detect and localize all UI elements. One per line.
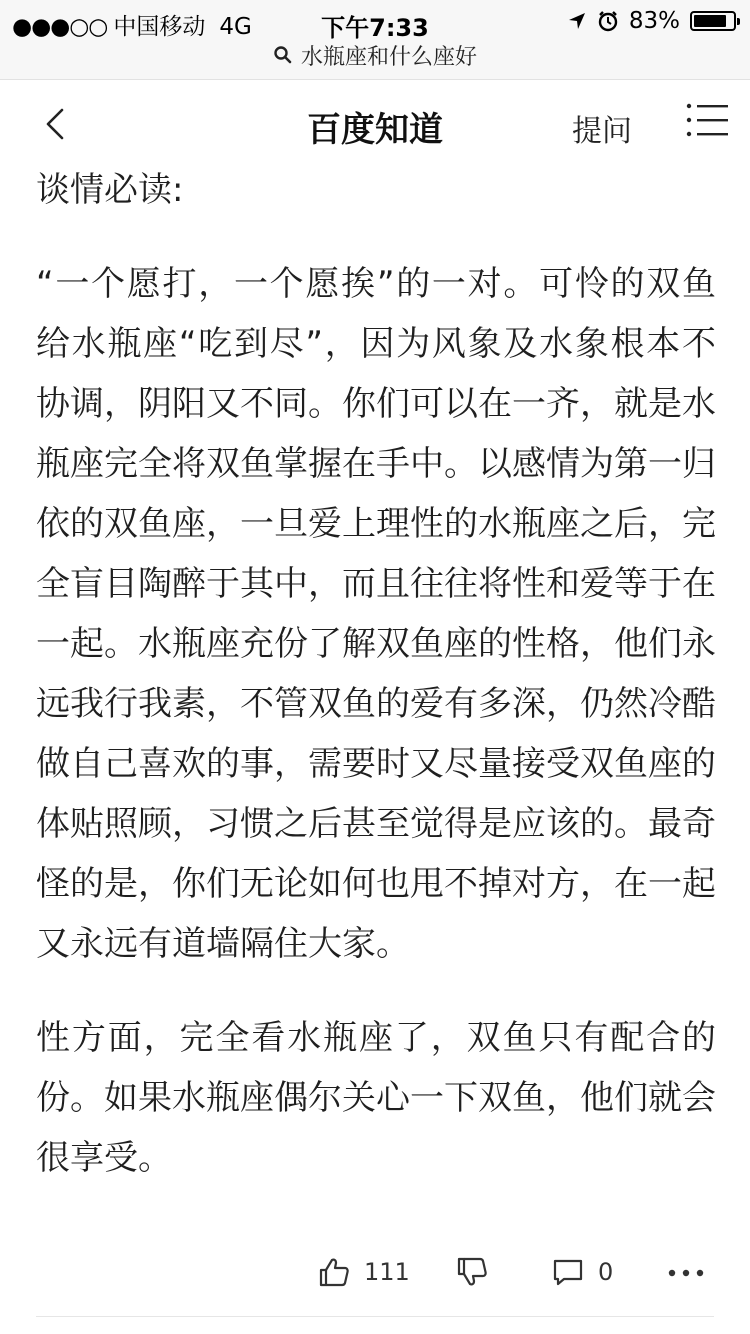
like-button[interactable] (318, 1256, 410, 1288)
clock: 下午7:33 (321, 14, 429, 42)
status-bar (0, 0, 750, 80)
status-row (0, 8, 750, 42)
comment-count: 0 (598, 1258, 614, 1286)
menu-list-icon (686, 102, 730, 138)
carrier-name: 中国移动 (113, 14, 206, 40)
navbar (0, 82, 750, 164)
like-count: 111 (364, 1258, 410, 1286)
alarm-clock-icon (597, 10, 619, 32)
battery-percent: 83% (628, 8, 680, 34)
answer-content (36, 160, 716, 1188)
comment-button[interactable] (552, 1256, 613, 1288)
ask-question-button[interactable]: 提问 (572, 114, 632, 149)
address-query: 水瓶座和什么座好 (300, 44, 477, 70)
more-dots-icon (668, 1268, 704, 1278)
network-type: 4G (219, 14, 252, 40)
answer-actions (0, 1248, 750, 1308)
menu-button[interactable] (686, 102, 730, 138)
answer-paragraph-2: 性方面，完全看水瓶座了，双鱼只有配合的份。如果水瓶座偶尔关心一下双鱼，他们就会很享受。 (36, 1018, 716, 1178)
thumbs-down-icon (456, 1256, 488, 1288)
status-icons (567, 8, 736, 34)
more-options-button[interactable] (668, 1268, 704, 1278)
signal-strength: ●●●○○ (12, 14, 108, 40)
battery-icon (690, 11, 736, 31)
comment-bubble-icon (552, 1256, 584, 1288)
thumbs-up-icon (318, 1256, 350, 1288)
location-arrow-icon (567, 11, 587, 31)
page-title: 百度知道 (307, 110, 443, 150)
answer-paragraph-1: “一个愿打，一个愿挨”的一对。可怜的双鱼给水瓶座“吃到尽”，因为风象及水象根本不协调，阴阳又不同。你们可以在一齐，就是水瓶座完全将双鱼掌握在手中。以感情为第一归依的双鱼座，一旦爱上理性的水瓶座之后，完全盲目陶醉于其中，而且往往将性和爱等于在一起。水瓶座充份了解双鱼座的性格，他们永远我行我素，不管双鱼的爱有多深，仍然冷酷做自己喜欢的事，需要时又尽量接受双鱼座的体贴照顾，习惯之后甚至觉得是应该的。最奇怪的是，你们无论如何也甩不掉对方，在一起又永远有道墙隔住大家。 (36, 264, 716, 964)
answer-heading: 谈情必读: (36, 170, 184, 210)
battery-level (694, 15, 726, 27)
divider (36, 1316, 714, 1317)
dislike-button[interactable] (456, 1256, 488, 1288)
address-bar[interactable] (0, 40, 750, 70)
search-icon (273, 45, 293, 65)
